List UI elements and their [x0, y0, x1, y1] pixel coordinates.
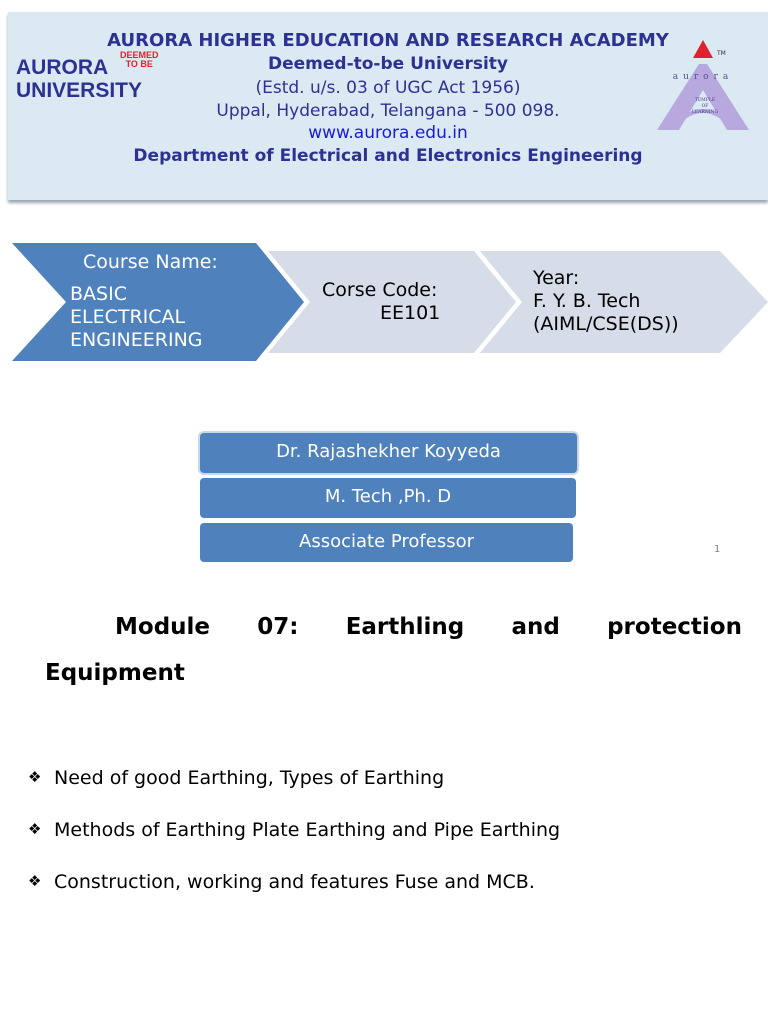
department-name: Department of Electrical and Electronics Engineering [133, 146, 643, 166]
diamond-bullet-icon: ❖ [28, 768, 42, 786]
slide-number: 1 [714, 544, 721, 555]
establishment-note: (Estd. u/s. 03 of UGC Act 1956) [255, 78, 521, 98]
logo-aurora-text: AURORA [16, 56, 109, 79]
module-title-word: 07: [257, 614, 299, 640]
logo-tagline: TEMPLE OF LEARNING [691, 98, 719, 115]
course-code-value: EE101 [380, 302, 441, 324]
diamond-bullet-icon: ❖ [28, 872, 42, 890]
institution-name: AURORA HIGHER EDUCATION AND RESEARCH ACADEMY [107, 30, 669, 51]
university-header [8, 12, 768, 200]
list-item [28, 871, 535, 893]
topic-text: Construction, working and features Fuse and MCB. [54, 871, 535, 893]
university-address: Uppal, Hyderabad, Telangana - 500 098. [216, 101, 560, 121]
topic-text: Need of good Earthing, Types of Earthing [54, 767, 445, 789]
course-code-label: Corse Code: [322, 279, 438, 301]
module-title-word: protection [607, 614, 742, 640]
list-item [28, 767, 444, 789]
year-value: F. Y. B. Tech (AIML/CSE(DS)) [533, 290, 679, 335]
topic-text: Methods of Earthing Plate Earthing and Pipe Earthing [54, 819, 561, 841]
faculty-name: Dr. Rajashekher Koyyeda [200, 433, 577, 473]
chevron-course-name [10, 243, 306, 361]
list-item [28, 819, 560, 841]
diamond-bullet-icon: ❖ [28, 820, 42, 838]
year-label: Year: [533, 267, 580, 289]
faculty-qualification: M. Tech ,Ph. D [200, 478, 576, 518]
module-title-word: Module [115, 614, 211, 640]
website-link[interactable]: www.aurora.edu.in [308, 123, 468, 143]
module-title-word: and [511, 614, 560, 640]
module-title-line2: Equipment [45, 660, 185, 686]
module-title [45, 614, 742, 686]
trademark-mark: TM [717, 50, 726, 57]
course-name-label: Course Name: [83, 251, 218, 273]
logo-university-text: UNIVERSITY [16, 79, 143, 102]
course-name-value: BASIC ELECTRICAL ENGINEERING [70, 283, 203, 351]
faculty-designation: Associate Professor [200, 523, 573, 562]
logo-deemed-badge: DEEMED TO BE [120, 50, 159, 69]
logo-aurora-word: aurora [672, 72, 734, 82]
temple-emblem-icon [653, 38, 758, 133]
module-title-word: Earthling [345, 614, 465, 640]
aurora-temple-logo [653, 38, 758, 133]
chevron-year [480, 251, 768, 353]
university-status: Deemed-to-be University [267, 54, 508, 74]
